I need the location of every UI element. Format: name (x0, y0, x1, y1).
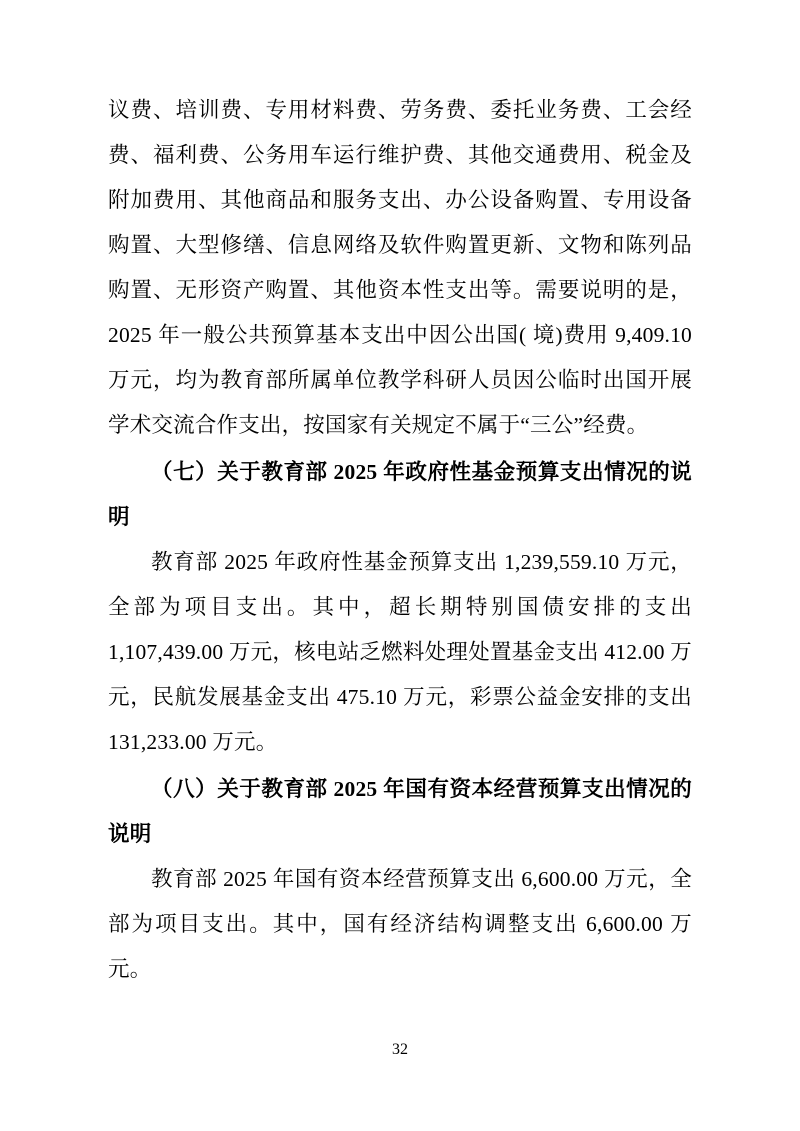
page-number: 32 (392, 1041, 408, 1058)
paragraph-continued-three-public-expenses: 议费、培训费、专用材料费、劳务费、委托业务费、工会经费、福利费、公务用车运行维护费、其他交通费用、税金及附加费用、其他商品和服务支出、办公设备购置、专用设备购置、大型修缮、信息网络及软件购置更新、文物和陈列品购置、无形资产购置、其他资本性支出等。需要说明的是，2025 年一般公共预算基本支出中因公出国( 境)费用 9,409.10 万元，均为教育部所属单位教学科研人员因公临时出国开展学术交流合作支出，按国家有关规定不属于“三公”经费。 (108, 98, 692, 437)
paragraph-state-capital-operating-budget: 教育部 2025 年国有资本经营预算支出 6,600.00 万元，全部为项目支出。其中，国有经济结构调整支出 6,600.00 万元。 (108, 867, 692, 981)
section-heading-eight: （八）关于教育部 2025 年国有资本经营预算支出情况的说明 (108, 777, 692, 846)
paragraph-government-fund-budget: 教育部 2025 年政府性基金预算支出 1,239,559.10 万元，全部为项目支出。其中，超长期特别国债安排的支出 1,107,439.00 万元，核电站乏燃料处理处置基金支出 412.00 万元，民航发展基金支出 475.10 万元，彩票公益金安排的支出 131,233.00 万元。 (108, 550, 692, 754)
section-heading-seven: （七）关于教育部 2025 年政府性基金预算支出情况的说明 (108, 460, 692, 529)
document-body (108, 88, 692, 992)
